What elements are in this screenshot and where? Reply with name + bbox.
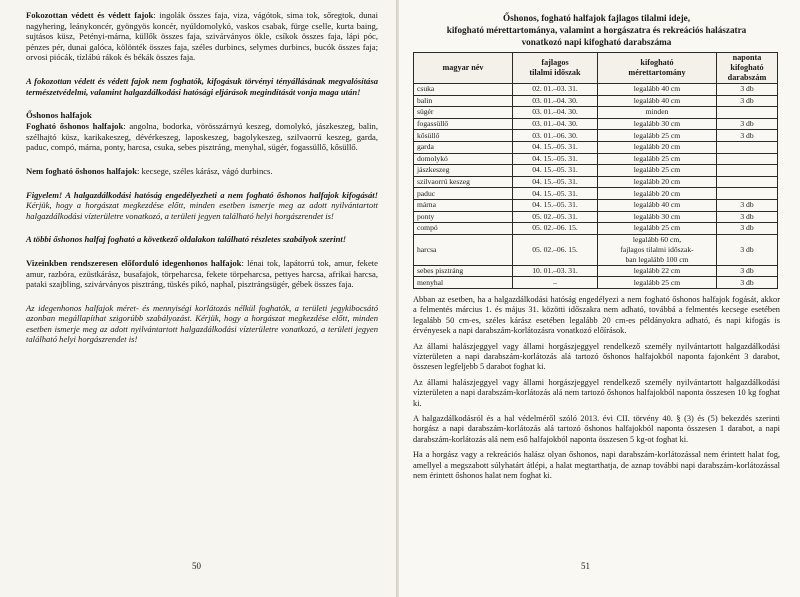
cell-daily-limit: 3 db xyxy=(717,118,778,130)
cell-closed-season: 03. 01.–04. 30. xyxy=(513,118,598,130)
header-size-range: kifogható mérettartomány xyxy=(598,53,717,84)
cell-closed-season: 10. 01.–03. 31. xyxy=(513,265,598,277)
cell-daily-limit: 3 db xyxy=(717,95,778,107)
table-row xyxy=(414,176,778,188)
cell-name: menyhal xyxy=(414,277,513,289)
cell-name: paduc xyxy=(414,188,513,200)
header-closed-season: fajlagos tilalmi időszak xyxy=(513,53,598,84)
cell-closed-season: 04. 15.–05. 31. xyxy=(513,199,598,211)
cell-daily-limit: 3 db xyxy=(717,265,778,277)
cell-name: sebes pisztráng xyxy=(414,265,513,277)
rule-overweight: Ha a horgász vagy a rekreációs halász olyan őshonos, napi darabszám-korlátozással nem érintett halat fog, amellyel a megszabott súlyhatárt átlépi, a halat megtarthatja, de aznap további napi darabszám-korlátozással nem érintett őshonos halat nem foghat ki. xyxy=(413,450,780,480)
protected-species-heading: Fokozottan védett és védett fajok xyxy=(26,10,154,20)
cell-daily-limit xyxy=(717,153,778,165)
cell-daily-limit: 3 db xyxy=(717,223,778,235)
invasive-note: Az idegenhonos halfajok méret- és mennyiségi korlátozás nélkül foghatók, a területi jegykibocsátó azonban megállapíthat szigorúbb szabályozást. Kérjük, hogy a horgászat megkezdése előtt, minden esetben ismerje meg az adott nyilvántartott halgazdálkodási vízterületre vonatkozó, a területi jegyen található helyi horgászrendet is! xyxy=(26,302,378,345)
table-row xyxy=(414,130,778,142)
rule-weight-limit: Az állami halászjeggyel vagy állami horgászjeggyel rendelkező személy nyilvántartott halgazdálkodási vízterületen a napi darabszám-korlátozás alá nem tartozó őshonos halfajokból naponta összesen 10 kg foghat ki. xyxy=(413,377,780,408)
rule-exemption: Abban az esetben, ha a halgazdálkodási hatóság engedélyezi a nem fogható őshonos halfajok fogását, akkor a felmentés március 1. és május 31. közötti időszakra nem adható, továbbá a felmentés kecsege esetében legalább 50 cm-es, széles kárász esetében legalább 20 cm-es példányokra adható, és napi kifogás is érvényesek a napi darabszám-korlátozásra vonatkozó előírások. xyxy=(413,294,780,336)
cell-size-range: legalább 30 cm xyxy=(598,211,717,223)
table-row xyxy=(414,277,778,289)
cell-closed-season: 05. 02.–05. 31. xyxy=(513,211,598,223)
cell-closed-season: 04. 15.–05. 31. xyxy=(513,176,598,188)
cell-daily-limit xyxy=(717,107,778,119)
table-row xyxy=(414,107,778,119)
rules-text xyxy=(413,295,780,482)
cell-closed-season: 04. 15.–05. 31. xyxy=(513,188,598,200)
cell-closed-season: 04. 15.–05. 31. xyxy=(513,153,598,165)
cell-name: fogassüllő xyxy=(414,118,513,130)
cell-size-range: legalább 60 cm, fajlagos tilalmi időszak- ban legalább 100 cm xyxy=(598,234,717,265)
page-number-left: 50 xyxy=(192,561,201,571)
table-header-row xyxy=(414,53,778,84)
cell-closed-season: 04. 15.–05. 31. xyxy=(513,165,598,177)
cell-daily-limit: 3 db xyxy=(717,199,778,211)
cell-name: ponty xyxy=(414,211,513,223)
header-name: magyar név xyxy=(414,53,513,84)
cell-name: compó xyxy=(414,223,513,235)
attention-bold: Figyelem! A halgazdálkodási hatóság engedélyezheti a nem fogható őshonos halfajok kifogását! xyxy=(26,189,378,200)
catchable-native-list: : angolna, bodorka, vörösszárnyú keszeg, domolykó, jászkeszeg, balin, szélhajtó küsz, karikakeszeg, dévérkeszeg, laposkeszeg, bagolykeszeg, szilvaorrú keszeg, garda, paduc, compó, márna, ponty, harcsa, csuka, sebes pisztráng, menyhal, sügér, fogassüllő, kősüllő. xyxy=(26,121,378,153)
table-body xyxy=(414,84,778,289)
species-table xyxy=(413,52,778,289)
table-row xyxy=(414,118,778,130)
cell-name: balin xyxy=(414,95,513,107)
cell-size-range: legalább 20 cm xyxy=(598,176,717,188)
table-row xyxy=(414,223,778,235)
protected-species-list: : ingolák összes faja, viza, vágótok, sima tok, sőregtok, dunai nagyhering, leánykoncér, gyöngyös koncér, nyúldomolykó, vaskos csabak, fürge cselle, kurta baing, sujtásos küsz, Petényi-márna, küllők összes faja, szivárványos ökle, csíkok összes faja, lápi póc, pénzes pér, dunai galóca, kölönték összes faja, széles durbincs, selymes durbincs, bucók összes faja; orvosi piócák, tízlábú rákok és békák összes faja. xyxy=(26,10,378,63)
cell-size-range: legalább 40 cm xyxy=(598,199,717,211)
protected-species-paragraph xyxy=(26,10,378,63)
cell-daily-limit: 3 db xyxy=(717,84,778,96)
invasive-species-list: : lénai tok, lapátorrú tok, amur, fekete amur, razbóra, ezüstkárász, busafajok, törpeharcsa, fekete törpeharcsa, pettyes harcsa, afrikai harcsa, pataki szajbling, szivárványos pisztráng, tüskés pikó, naphal, pisztrángsügér, gébek összes faja. xyxy=(26,257,378,290)
table-row xyxy=(414,84,778,96)
cell-closed-season: 03. 01.–06. 30. xyxy=(513,130,598,142)
cell-daily-limit: 3 db xyxy=(717,211,778,223)
cell-size-range: legalább 25 cm xyxy=(598,165,717,177)
native-species-heading: Őshonos halfajok xyxy=(26,110,92,121)
cell-size-range: legalább 25 cm xyxy=(598,223,717,235)
catchable-native-heading: Fogható őshonos halfajok xyxy=(26,121,124,132)
cell-closed-season: 05. 02.–06. 15. xyxy=(513,223,598,235)
page-number-right: 51 xyxy=(581,561,590,571)
table-row xyxy=(414,265,778,277)
right-page xyxy=(399,0,800,597)
protected-warning: A fokozottan védett és védett fajok nem foghatók, kifogásuk törvényi tényállásának megvalósítása természetvédelmi, valamint halgazdálkodási hatósági eljárások megindítását vonja maga után! xyxy=(26,75,378,97)
cell-closed-season: 03. 01.–04. 30. xyxy=(513,95,598,107)
left-page xyxy=(0,0,397,597)
non-catchable-native-list: : kecsege, széles kárász, vágó durbincs. xyxy=(137,165,273,176)
cell-name: garda xyxy=(414,141,513,153)
table-row xyxy=(414,188,778,200)
cell-name: márna xyxy=(414,199,513,211)
cell-size-range: legalább 25 cm xyxy=(598,277,717,289)
attention-paragraph xyxy=(26,190,378,222)
cell-closed-season: 04. 15.–05. 31. xyxy=(513,141,598,153)
cell-daily-limit: 3 db xyxy=(717,277,778,289)
cell-closed-season: 02. 01.–03. 31. xyxy=(513,84,598,96)
header-daily-limit: naponta kifogható darabszám xyxy=(717,53,778,84)
cell-daily-limit xyxy=(717,141,778,153)
table-row xyxy=(414,211,778,223)
cell-size-range: legalább 20 cm xyxy=(598,141,717,153)
catchable-native-paragraph xyxy=(26,121,378,153)
cell-daily-limit: 3 db xyxy=(717,234,778,265)
cell-daily-limit xyxy=(717,188,778,200)
cell-size-range: minden xyxy=(598,107,717,119)
cell-size-range: legalább 22 cm xyxy=(598,265,717,277)
table-row xyxy=(414,234,778,265)
cell-daily-limit xyxy=(717,176,778,188)
cell-size-range: legalább 40 cm xyxy=(598,84,717,96)
table-row xyxy=(414,165,778,177)
table-title: Őshonos, fogható halfajok fajlagos tilalmi ideje, kifogható mérettartománya, valamint a horgászatra és rekreációs halászatra vonatkozó napi kifogható darabszáma xyxy=(446,13,747,47)
cell-closed-season: 05. 02.–06. 15. xyxy=(513,234,598,265)
invasive-species-paragraph xyxy=(26,258,378,290)
table-row xyxy=(414,153,778,165)
cell-name: domolykó xyxy=(414,153,513,165)
cell-daily-limit xyxy=(717,165,778,177)
cell-name: jászkeszeg xyxy=(414,165,513,177)
table-row xyxy=(414,199,778,211)
cell-name: harcsa xyxy=(414,234,513,265)
rule-law-reference: A halgazdálkodásról és a hal védelméről szóló 2013. évi CII. törvény 40. § (3) és (5) bekezdés szerinti horgász a napi darabszám-korlátozás alá tartozó őshonos halfajokból naponta összesen 1 darabot, a napi darabszám-korlátozás alá nem eső halfajokból naponta összesen 5 kg-ot foghat ki. xyxy=(413,413,780,444)
non-catchable-native-heading: Nem fogható őshonos halfajok xyxy=(26,165,138,176)
cell-name: kősüllő xyxy=(414,130,513,142)
cell-size-range: legalább 40 cm xyxy=(598,95,717,107)
cell-size-range: legalább 25 cm xyxy=(598,153,717,165)
cell-name: csuka xyxy=(414,84,513,96)
cell-size-range: legalább 30 cm xyxy=(598,118,717,130)
table-row xyxy=(414,141,778,153)
table-row xyxy=(414,95,778,107)
cell-name: sügér xyxy=(414,107,513,119)
cell-closed-season: 03. 01.–04. 30. xyxy=(513,107,598,119)
cell-daily-limit: 3 db xyxy=(717,130,778,142)
cell-size-range: legalább 25 cm xyxy=(598,130,717,142)
other-native-note: A többi őshonos halfaj fogható a következő oldalakon található részletes szabályok szerint! xyxy=(26,234,347,245)
attention-italic: Kérjük, hogy a horgászat megkezdése előtt, minden esetben ismerje meg az adott nyilvántartott halgazdálkodási vízterületre vonatkozó, a területi jegyen található helyi horgászrendet is! xyxy=(26,200,378,221)
rule-daily-limit: Az állami halászjeggyel vagy állami horgászjeggyel rendelkező személy nyilvántartott halgazdálkodási vízterületen a napi darabszám-korlátozás alá tartozó őshonos halfajokból naponta fajonként 3 darabot, összesen legfeljebb 5 darabot foghat ki. xyxy=(413,341,780,372)
cell-closed-season: – xyxy=(513,277,598,289)
invasive-species-heading: Vizeinkben rendszeresen előforduló idegenhonos halfajok xyxy=(26,257,242,268)
non-catchable-native-paragraph xyxy=(26,166,378,177)
cell-size-range: legalább 20 cm xyxy=(598,188,717,200)
cell-name: szilvaorrú keszeg xyxy=(414,176,513,188)
